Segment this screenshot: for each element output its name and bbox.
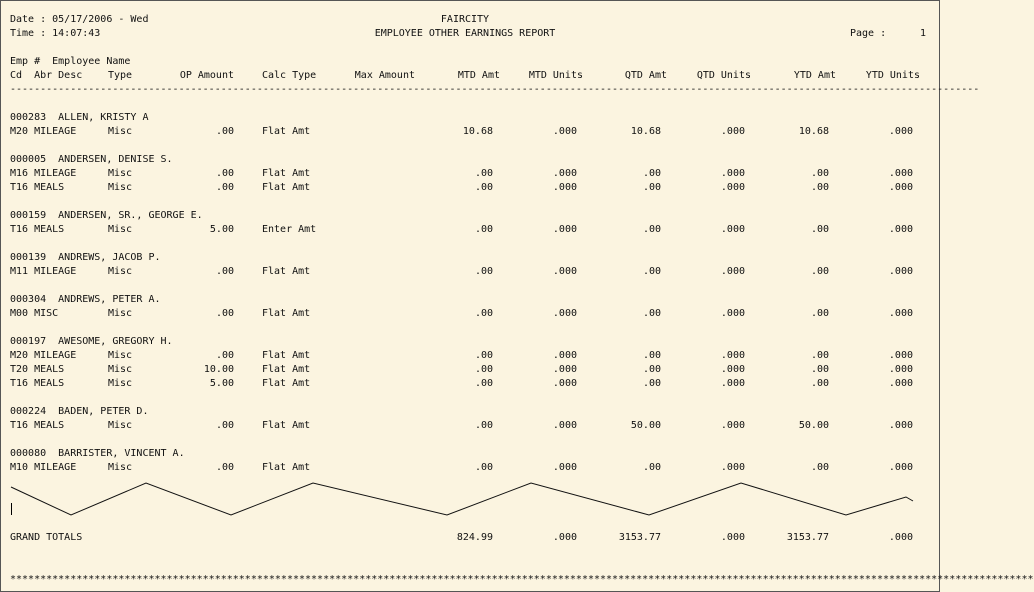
calc-type-cell: Flat Amt: [262, 126, 311, 137]
mtd-amt-cell: .00: [474, 364, 493, 375]
qtd-amt-cell: .00: [642, 462, 661, 473]
earning-code-cell: T20 MEALS: [10, 364, 65, 375]
report-time: Time : 14:07:43: [10, 28, 101, 39]
employee-header: 000224 BADEN, PETER D.: [10, 406, 149, 417]
earning-type-cell: Misc: [108, 364, 133, 375]
employee-header: 000159 ANDERSEN, SR., GEORGE E.: [10, 210, 203, 221]
qtd-units-cell: .000: [720, 364, 745, 375]
col-header-mtd-amt: MTD Amt: [457, 70, 500, 81]
ytd-units-cell: .000: [888, 182, 913, 193]
mtd-units-cell: .000: [552, 420, 577, 431]
text-cursor: [11, 503, 12, 515]
ytd-amt-cell: .00: [810, 224, 829, 235]
earning-type-cell: Misc: [108, 266, 133, 277]
mtd-amt-cell: .00: [474, 266, 493, 277]
page-number: 1: [919, 28, 926, 39]
qtd-amt-cell: .00: [642, 168, 661, 179]
mtd-units-cell: .000: [552, 308, 577, 319]
earning-code-cell: M10 MILEAGE: [10, 462, 77, 473]
grand-total-mtd-units: .000: [552, 532, 577, 543]
calc-type-cell: Enter Amt: [262, 224, 317, 235]
mtd-amt-cell: .00: [474, 462, 493, 473]
earning-code-cell: M00 MISC: [10, 308, 59, 319]
col-header-calc-type: Calc Type: [262, 70, 317, 81]
employee-header: 000283 ALLEN, KRISTY A: [10, 112, 149, 123]
ytd-units-cell: .000: [888, 420, 913, 431]
qtd-units-cell: .000: [720, 420, 745, 431]
col-header-max-amount: Max Amount: [354, 70, 415, 81]
qtd-units-cell: .000: [720, 224, 745, 235]
earning-type-cell: Misc: [108, 168, 133, 179]
earning-code-cell: T16 MEALS: [10, 420, 65, 431]
earning-code-cell: M20 MILEAGE: [10, 126, 77, 137]
col-header-ytd-units: YTD Units: [865, 70, 920, 81]
col-header-cd-abr-desc: Cd Abr Desc: [10, 70, 83, 81]
col-header-op-amount: OP Amount: [179, 70, 234, 81]
qtd-amt-cell: .00: [642, 350, 661, 361]
op-amount-cell: 10.00: [203, 364, 234, 375]
qtd-amt-cell: .00: [642, 364, 661, 375]
ytd-amt-cell: .00: [810, 378, 829, 389]
mtd-amt-cell: .00: [474, 378, 493, 389]
mtd-amt-cell: .00: [474, 420, 493, 431]
earning-code-cell: M20 MILEAGE: [10, 350, 77, 361]
ytd-amt-cell: 50.00: [798, 420, 829, 431]
op-amount-cell: .00: [215, 462, 234, 473]
report-date: Date : 05/17/2006 - Wed: [10, 14, 149, 25]
mtd-units-cell: .000: [552, 378, 577, 389]
ytd-amt-cell: .00: [810, 364, 829, 375]
qtd-amt-cell: .00: [642, 182, 661, 193]
qtd-amt-cell: .00: [642, 224, 661, 235]
mtd-units-cell: .000: [552, 462, 577, 473]
qtd-amt-cell: .00: [642, 378, 661, 389]
op-amount-cell: .00: [215, 266, 234, 277]
col-header-ytd-amt: YTD Amt: [793, 70, 836, 81]
ytd-units-cell: .000: [888, 224, 913, 235]
mtd-amt-cell: .00: [474, 168, 493, 179]
employee-header: 000304 ANDREWS, PETER A.: [10, 294, 161, 305]
ytd-amt-cell: .00: [810, 266, 829, 277]
qtd-units-cell: .000: [720, 182, 745, 193]
earning-type-cell: Misc: [108, 308, 133, 319]
op-amount-cell: .00: [215, 308, 234, 319]
grand-total-ytd-amt: 3153.77: [786, 532, 829, 543]
op-amount-cell: .00: [215, 182, 234, 193]
mtd-amt-cell: .00: [474, 224, 493, 235]
ytd-units-cell: .000: [888, 168, 913, 179]
earning-code-cell: M11 MILEAGE: [10, 266, 77, 277]
grand-totals-label: GRAND TOTALS: [10, 532, 83, 543]
calc-type-cell: Flat Amt: [262, 308, 311, 319]
mtd-units-cell: .000: [552, 224, 577, 235]
grand-total-qtd-units: .000: [720, 532, 745, 543]
op-amount-cell: .00: [215, 350, 234, 361]
op-amount-cell: .00: [215, 126, 234, 137]
ytd-units-cell: .000: [888, 266, 913, 277]
mtd-amt-cell: .00: [474, 350, 493, 361]
footer-stars: **************************************************************************************************************************************************************************: [10, 574, 1034, 585]
qtd-units-cell: .000: [720, 350, 745, 361]
earning-type-cell: Misc: [108, 420, 133, 431]
mtd-amt-cell: .00: [474, 308, 493, 319]
ytd-amt-cell: .00: [810, 308, 829, 319]
earning-type-cell: Misc: [108, 378, 133, 389]
grand-total-ytd-units: .000: [888, 532, 913, 543]
ytd-amt-cell: .00: [810, 350, 829, 361]
ytd-amt-cell: .00: [810, 462, 829, 473]
earning-type-cell: Misc: [108, 462, 133, 473]
qtd-amt-cell: .00: [642, 266, 661, 277]
qtd-amt-cell: 10.68: [630, 126, 661, 137]
calc-type-cell: Flat Amt: [262, 364, 311, 375]
earning-type-cell: Misc: [108, 182, 133, 193]
ytd-units-cell: .000: [888, 364, 913, 375]
mtd-amt-cell: .00: [474, 182, 493, 193]
ytd-units-cell: .000: [888, 462, 913, 473]
mtd-units-cell: .000: [552, 168, 577, 179]
earning-code-cell: T16 MEALS: [10, 182, 65, 193]
earning-code-cell: M16 MILEAGE: [10, 168, 77, 179]
ytd-units-cell: .000: [888, 350, 913, 361]
calc-type-cell: Flat Amt: [262, 266, 311, 277]
calc-type-cell: Flat Amt: [262, 462, 311, 473]
grand-total-qtd-amt: 3153.77: [618, 532, 661, 543]
op-amount-cell: 5.00: [209, 378, 234, 389]
ytd-units-cell: .000: [888, 126, 913, 137]
col-header-qtd-amt: QTD Amt: [624, 70, 667, 81]
ytd-units-cell: .000: [888, 308, 913, 319]
calc-type-cell: Flat Amt: [262, 378, 311, 389]
op-amount-cell: .00: [215, 168, 234, 179]
col-header-mtd-units: MTD Units: [528, 70, 583, 81]
mtd-units-cell: .000: [552, 350, 577, 361]
employee-header: 000080 BARRISTER, VINCENT A.: [10, 448, 185, 459]
mtd-units-cell: .000: [552, 126, 577, 137]
qtd-units-cell: .000: [720, 462, 745, 473]
earning-type-cell: Misc: [108, 126, 133, 137]
col-header-qtd-units: QTD Units: [696, 70, 751, 81]
mtd-units-cell: .000: [552, 182, 577, 193]
qtd-amt-cell: .00: [642, 308, 661, 319]
employee-header: 000005 ANDERSEN, DENISE S.: [10, 154, 173, 165]
earning-type-cell: Misc: [108, 224, 133, 235]
col-header-type: Type: [108, 70, 133, 81]
qtd-amt-cell: 50.00: [630, 420, 661, 431]
mtd-units-cell: .000: [552, 266, 577, 277]
ytd-amt-cell: .00: [810, 168, 829, 179]
employee-header: 000197 AWESOME, GREGORY H.: [10, 336, 173, 347]
company-name: FAIRCITY: [440, 14, 490, 25]
calc-type-cell: Flat Amt: [262, 350, 311, 361]
ytd-amt-cell: .00: [810, 182, 829, 193]
calc-type-cell: Flat Amt: [262, 168, 311, 179]
op-amount-cell: .00: [215, 420, 234, 431]
employee-header: 000139 ANDREWS, JACOB P.: [10, 252, 161, 263]
earning-code-cell: T16 MEALS: [10, 224, 65, 235]
ytd-units-cell: .000: [888, 378, 913, 389]
qtd-units-cell: .000: [720, 126, 745, 137]
qtd-units-cell: .000: [720, 308, 745, 319]
qtd-units-cell: .000: [720, 266, 745, 277]
mtd-amt-cell: 10.68: [462, 126, 493, 137]
calc-type-cell: Flat Amt: [262, 420, 311, 431]
calc-type-cell: Flat Amt: [262, 182, 311, 193]
header-separator: -----------------------------------------------------------------------------------------------------------------------------------------------------------------: [10, 84, 980, 95]
op-amount-cell: 5.00: [209, 224, 234, 235]
earning-code-cell: T16 MEALS: [10, 378, 65, 389]
earning-type-cell: Misc: [108, 350, 133, 361]
qtd-units-cell: .000: [720, 168, 745, 179]
page-label: Page :: [850, 28, 887, 39]
mtd-units-cell: .000: [552, 364, 577, 375]
page-break-zigzag: [1, 477, 941, 521]
col-header-emp: Emp # Employee Name: [10, 56, 131, 67]
grand-total-mtd-amt: 824.99: [456, 532, 493, 543]
qtd-units-cell: .000: [720, 378, 745, 389]
ytd-amt-cell: 10.68: [798, 126, 829, 137]
report-title: EMPLOYEE OTHER EARNINGS REPORT: [374, 28, 556, 39]
